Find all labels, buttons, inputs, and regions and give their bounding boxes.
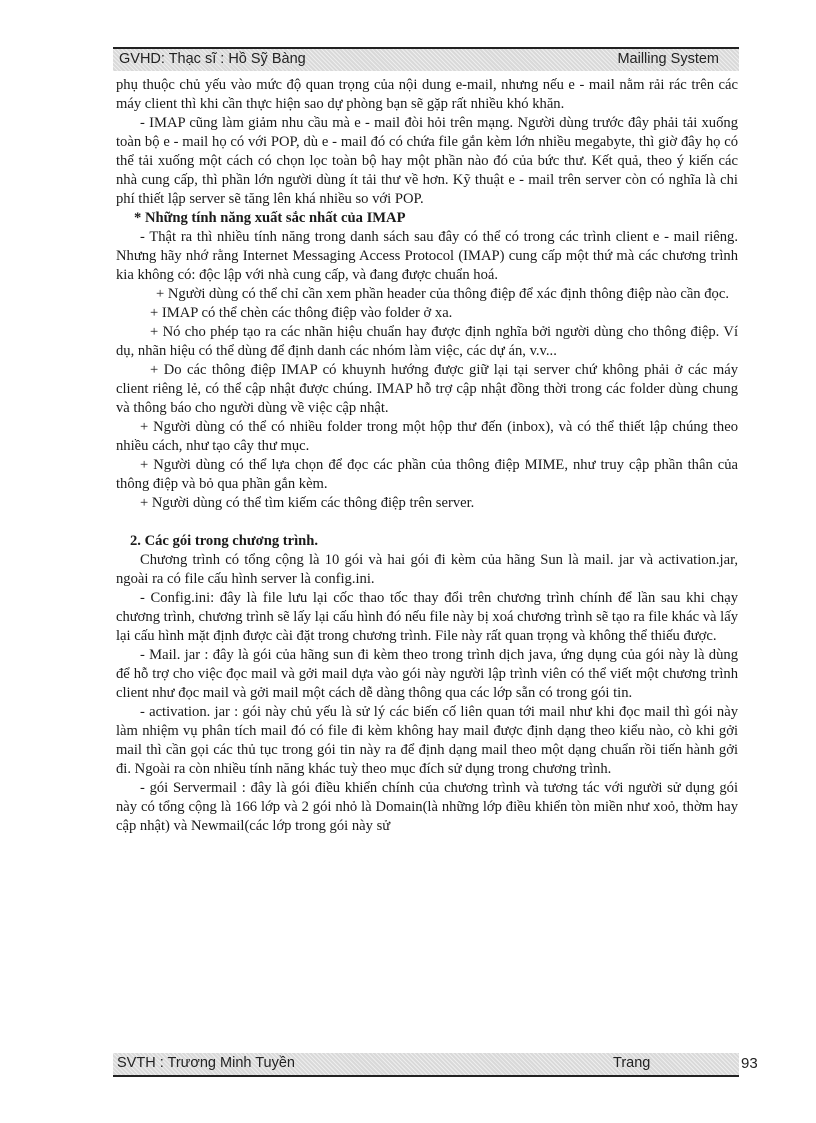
- page-body: [116, 76, 738, 836]
- page-footer: [113, 1053, 758, 1077]
- header-title: Mailling System: [617, 51, 719, 67]
- list-item: + IMAP có thể chèn các thông điệp vào folder ở xa.: [150, 305, 453, 321]
- page-header: [113, 47, 739, 71]
- list-item: + Do các thông điệp IMAP có khuynh hướng được giữ lại tại server chứ không phải ở các máy client riêng lẻ, có thể cập nhật được chúng. IMAP hỗ trợ cập nhật đồng thời trong các folder dùng chung và thông báo cho người dùng về việc cập nhật.: [116, 362, 738, 416]
- paragraph: - activation. jar : gói này chủ yếu là sử lý các biến cố liên quan tới mail như khi đọc mail thì gói này làm nhiệm vụ phân tích mail đó có file đi kèm không hay mail được định dạng theo kiểu nào, cò khi gởi mail thì cần gọi các thủ tục trong gói tin này ra để định dạng mail theo một dạng chuẩn rồi tiến hành gởi đi. Ngoài ra còn nhiều tính năng khác tuỳ theo mục đích sử dụng trong chương trình.: [116, 704, 738, 777]
- footer-page-label: Trang: [613, 1055, 651, 1071]
- page-number: 93: [741, 1055, 758, 1072]
- list-item: + Nó cho phép tạo ra các nhãn hiệu chuẩn hay được định nghĩa bởi người dùng cho thông điệp. Ví dụ, nhãn hiệu có thể dùng để định danh các nhóm làm việc, các dự án, v.v...: [116, 324, 738, 359]
- list-item: + Người dùng có thể chỉ cần xem phần header của thông điệp để xác định thông điệp nào cần đọc.: [156, 286, 729, 302]
- section-heading: 2. Các gói trong chương trình.: [130, 533, 319, 549]
- footer-student: SVTH : Trương Minh Tuyền: [117, 1055, 295, 1071]
- paragraph: - Mail. jar : đây là gói của hãng sun đi kèm theo trong trình dịch java, ứng dụng của gói này là dùng để hỗ trợ cho việc đọc mail và gởi mail dựa vào gói này người lập trình viên có thể viết một chương trình client như đọc mail và gởi mail một cách dễ dàng thông qua các lớp sẵn có trong gói tin.: [116, 647, 738, 701]
- paragraph: - gói Servermail : đây là gói điều khiển chính của chương trình và tương tác với người sử dụng gói này có tổng cộng là 166 lớp và 2 gói nhỏ là Domain(là những lớp điều khiển tòn miền như xoỏ, thờm hay cập nhật) và Newmail(các lớp trong gói này sử: [116, 780, 738, 834]
- paragraph: - Config.ini: đây là file lưu lại cốc thao tốc thay đổi trên chương trình chính để lần sau khi chạy chương trình, chương trình sẽ lấy lại cấu hình đó nếu file này bị xoá chương trình sẽ tạo ra file khác và lấy lại cấu hình mặt định được cài đặt trong chương trình. File này rất quan trọng và không thể thiếu được.: [116, 590, 738, 644]
- section-heading: * Những tính năng xuất sắc nhất của IMAP: [134, 210, 406, 226]
- paragraph: Chương trình có tổng cộng là 10 gói và hai gói đi kèm của hãng Sun là mail. jar và activation.jar, ngoài ra có file cấu hình server là config.ini.: [116, 552, 738, 587]
- list-item: + Người dùng có thể lựa chọn để đọc các phần của thông điệp MIME, như truy cập phần thân của thông điệp và bỏ qua phần gắn kèm.: [116, 457, 738, 492]
- list-item: + Người dùng có thể tìm kiếm các thông điệp trên server.: [140, 495, 475, 511]
- paragraph: phụ thuộc chủ yếu vào mức độ quan trọng của nội dung e-mail, nhưng nếu e - mail nằm rải rác trên các máy client thì khi cần thực hiện sao dự phòng bạn sẽ gặp rất nhiều khó khăn.: [116, 77, 738, 112]
- paragraph: - Thật ra thì nhiều tính năng trong danh sách sau đây có thể có trong các trình client e - mail riêng. Nhưng hãy nhớ rằng Internet Messaging Access Protocol (IMAP) cung cấp một thứ mà các chương trình kia không có: độc lập với nhà cung cấp, và đang được chuẩn hoá.: [116, 229, 738, 283]
- list-item: + Người dùng có thể có nhiều folder trong một hộp thư đến (inbox), và có thể thiết lập chúng theo nhiều cách, như tạo cây thư mục.: [116, 419, 738, 454]
- paragraph: - IMAP cũng làm giảm nhu cầu mà e - mail đòi hỏi trên mạng. Người dùng trước đây phải tải xuống toàn bộ e - mail họ có với POP, dù e - mail đó có chứa file gắn kèm lớn nhiều megabyte, thì giờ đây họ có thể tải xuống một cách có chọn lọc toàn bộ hay một phần nào đó của bức thư. Kết quả, theo ý kiến các nhà cung cấp, thì phần lớn người dùng ít tải thư về hơn. Kỹ thuật e - mail trên server còn có nghĩa là chi phí thiết lập server sẽ tăng lên khá nhiều so với POP.: [116, 115, 738, 207]
- header-instructor: GVHD: Thạc sĩ : Hồ Sỹ Bàng: [119, 51, 306, 67]
